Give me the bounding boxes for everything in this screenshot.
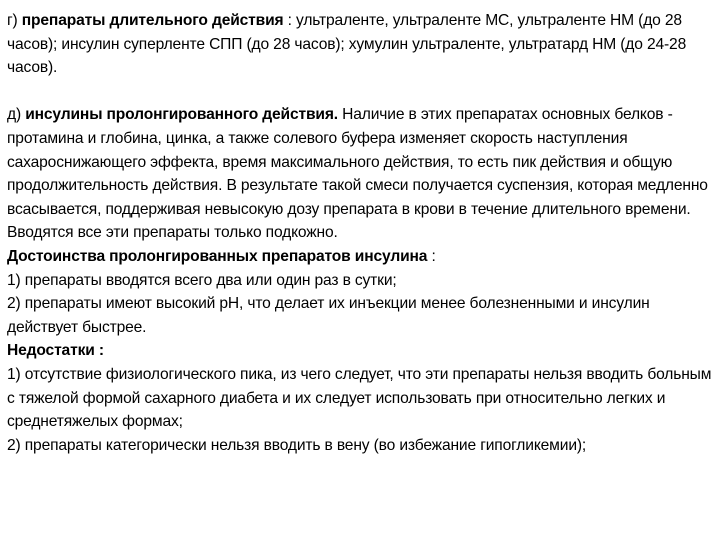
advantages-heading-suffix: :	[427, 247, 436, 265]
advantage-item: 1) препараты вводятся всего два или один раз в сутки;	[7, 271, 397, 289]
section-d-body: Наличие в этих препаратах основных белков - протамина и глобина, цинка, а также солевого буфера изменяет скорость наступления сахароснижающего эффекта, время максимального действия, то есть пик действия и общую продолжительность действия. В результате такой смеси получается суспензия, которая медленно всасывается, поддерживая невысокую дозу препарата в крови в течение длительного времени.	[7, 106, 708, 218]
text-block	[7, 9, 715, 457]
disadvantages-heading: Недостатки :	[7, 342, 104, 360]
disadvantage-item: 2) препараты категорически нельзя вводить в вену (во избежание гипогликемии);	[7, 436, 587, 454]
section-g-paragraph	[7, 9, 715, 80]
advantage-item: 2) препараты имеют высокий рН, что делает их инъекции менее болезненными и инсулин действует быстрее.	[7, 295, 650, 336]
paragraph-spacer	[7, 80, 715, 104]
section-g-heading: препараты длительного действия	[21, 12, 284, 29]
section-d-heading: инсулины пролонгированного действия.	[25, 106, 338, 124]
advantages-heading-line	[7, 245, 715, 269]
section-d-paragraph	[7, 103, 715, 221]
advantages-heading: Достоинства пролонгированных препаратов инсулина	[7, 247, 428, 265]
section-g-body: : ультраленте, ультраленте МС, ультраленте НМ (до 28 часов); инсулин суперленте СПП (до 28 часов); хумулин ультраленте, ультратард НМ (до 24-28 часов).	[7, 12, 687, 77]
section-d-prefix: д)	[7, 106, 26, 124]
disadvantage-item: 1) отсутствие физиологического пика, из чего следует, что эти препараты нельзя вводить больным с тяжелой формой сахарного диабета и их следует использовать при относительно легких и среднетяжелых формах;	[7, 365, 712, 431]
subcutaneous-note: Вводятся все эти препараты только подкожно.	[7, 224, 338, 242]
section-g-prefix: г)	[7, 12, 22, 29]
